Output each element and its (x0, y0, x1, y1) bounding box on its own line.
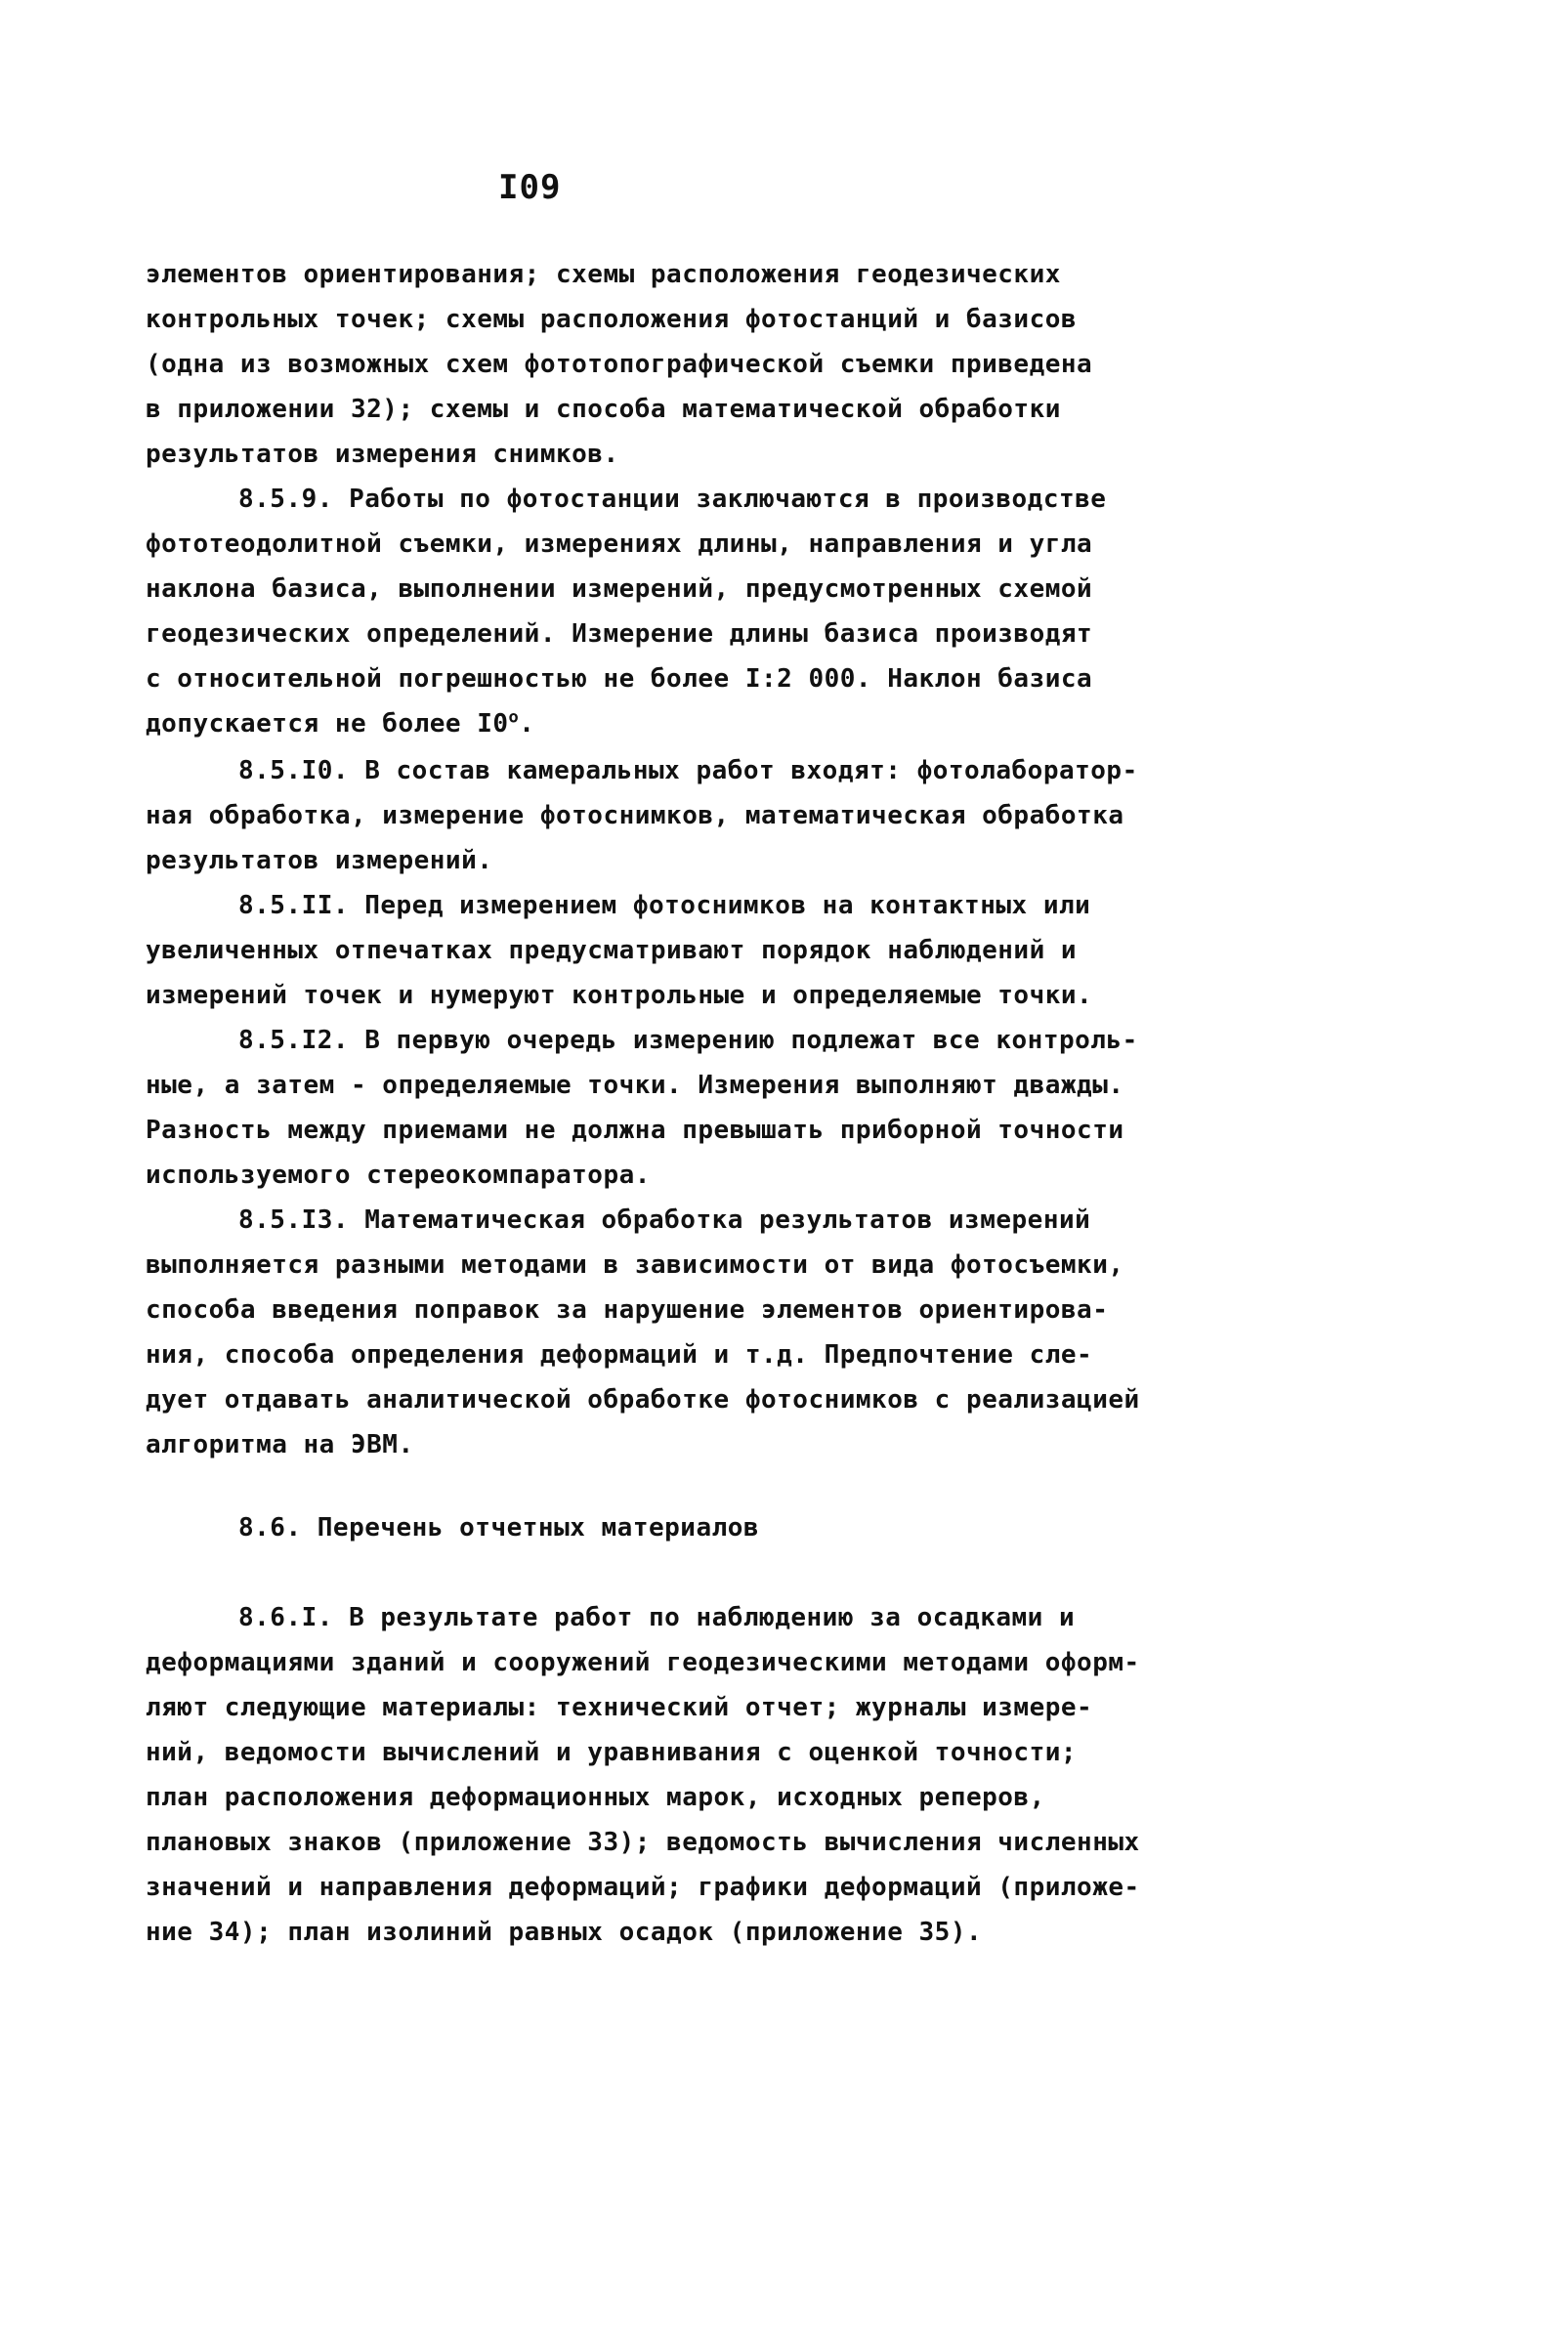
text-line: 8.5.I3. Математическая обработка результатов измерений (238, 1205, 1091, 1235)
text-line: с относительной погрешностью не более I:2 000. Наклон базиса (146, 664, 1093, 694)
text-line: ляют следующие материалы: технический отчет; журналы измере- (146, 1693, 1093, 1722)
text-line: в приложении 32); схемы и способа математической обработки (146, 395, 1061, 424)
text-line: геодезических определений. Измерение длины базиса производят (146, 619, 1093, 649)
text-line: 8.5.II. Перед измерением фотоснимков на контактных или (238, 891, 1091, 920)
text-line: контрольных точек; схемы расположения фотостанций и базисов (146, 305, 1078, 334)
paragraph-block-2 (146, 748, 1318, 1467)
text-line: элементов ориентирования; схемы расположения геодезических (146, 260, 1061, 289)
text-line: дует отдавать аналитической обработке фотоснимков с реализацией (146, 1385, 1140, 1415)
text-line: 8.5.I2. В первую очередь измерению подлежат все контроль- (238, 1026, 1138, 1055)
text-line: ний, ведомости вычислений и уравнивания с оценкой точности; (146, 1738, 1078, 1767)
page-number: I09 (498, 168, 562, 207)
text-line (146, 701, 1318, 746)
text-line: 8.5.I0. В состав камеральных работ входят: фотолаборатор- (238, 756, 1138, 785)
text-line: Разность между приемами не должна превышать приборной точности (146, 1116, 1124, 1145)
text-line: измерений точек и нумеруют контрольные и определяемые точки. (146, 981, 1093, 1010)
text-line: используемого стереокомпаратора. (146, 1161, 651, 1190)
text-line: выполняется разными методами в зависимости от вида фотосъемки, (146, 1250, 1124, 1280)
text-line: увеличенных отпечатках предусматривают порядок наблюдений и (146, 936, 1078, 965)
text-line: ние 34); план изолиний равных осадок (приложение 35). (146, 1918, 983, 1947)
text-line: результатов измерений. (146, 846, 493, 875)
text-line: (одна из возможных схем фототопографической съемки приведена (146, 350, 1093, 379)
degree-superscript: о (508, 707, 520, 728)
text-fragment: . (519, 709, 535, 739)
text-line: деформациями зданий и сооружений геодезическими методами оформ- (146, 1648, 1140, 1677)
text-line: значений и направления деформаций; графики деформаций (приложе- (146, 1873, 1140, 1902)
paragraph-block-1 (146, 252, 1318, 746)
section-heading: 8.6. Перечень отчетных материалов (238, 1513, 760, 1543)
text-line: план расположения деформационных марок, исходных реперов, (146, 1783, 1045, 1812)
text-line: 8.5.9. Работы по фотостанции заключаются в производстве (238, 485, 1107, 514)
text-line: 8.6.I. В результате работ по наблюдению за осадками и (238, 1603, 1076, 1632)
text-fragment: допускается не более I0 (146, 709, 509, 739)
text-line: ная обработка, измерение фотоснимков, математическая обработка (146, 801, 1124, 830)
text-line: способа введения поправок за нарушение элементов ориентирова- (146, 1295, 1109, 1325)
text-line: ные, а затем - определяемые точки. Измерения выполняют дважды. (146, 1071, 1124, 1100)
text-line: фототеодолитной съемки, измерениях длины, направления и угла (146, 529, 1093, 559)
text-line: алгоритма на ЭВМ. (146, 1430, 414, 1459)
text-line: ния, способа определения деформаций и т.д. Предпочтение сле- (146, 1340, 1093, 1370)
text-line: плановых знаков (приложение 33); ведомость вычисления численных (146, 1828, 1140, 1857)
paragraph-block-3 (146, 1595, 1318, 1955)
text-line: наклона базиса, выполнении измерений, предусмотренных схемой (146, 574, 1093, 604)
text-line: результатов измерения снимков. (146, 440, 619, 469)
